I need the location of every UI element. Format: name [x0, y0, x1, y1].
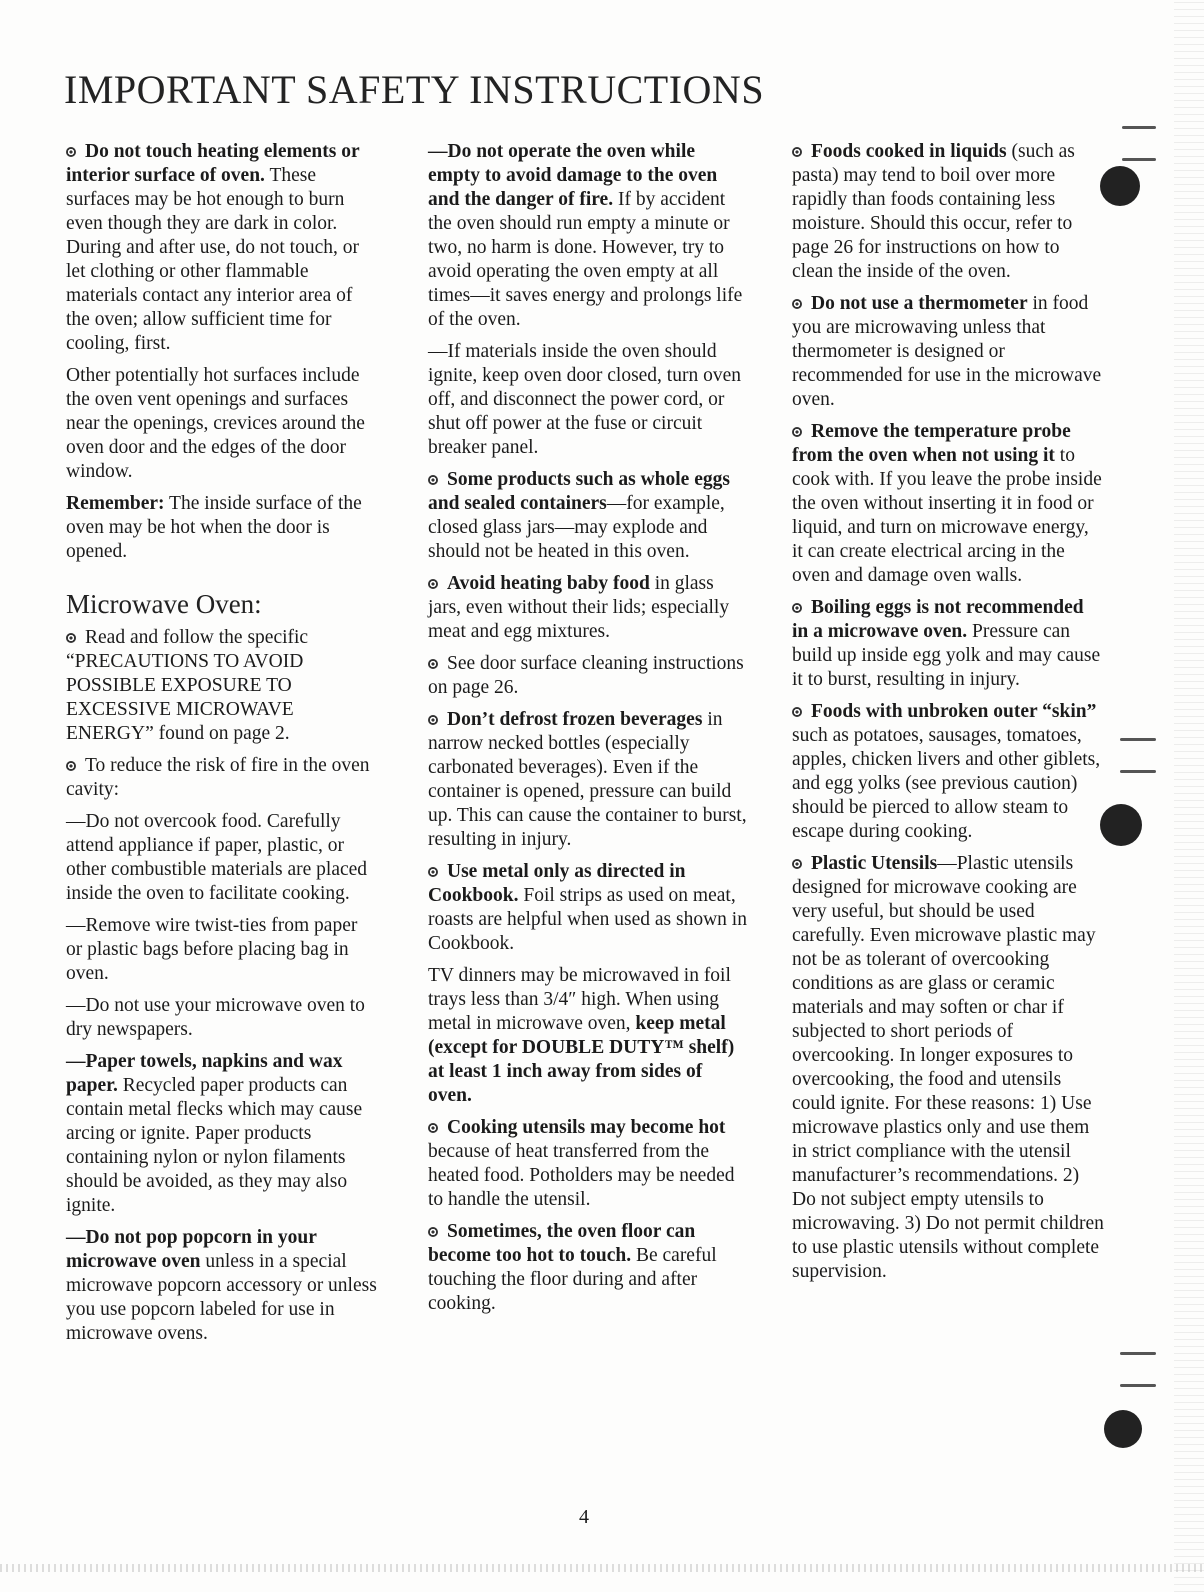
paragraph: Cooking utensils may become hot because of heat transferred from the heated food. Potholders may be needed to handle the utensil.: [428, 1117, 735, 1210]
bullet-icon: [792, 427, 802, 437]
bullet-icon: [792, 603, 802, 613]
bullet-icon: [792, 299, 802, 309]
paragraph: —Remove wire twist-ties from paper or plastic bags before placing bag in oven.: [66, 915, 358, 984]
section-heading: Microwave Oven:: [66, 589, 262, 619]
paragraph: To reduce the risk of fire in the oven cavity:: [66, 755, 370, 800]
paragraph: Do not use a thermometer in food you are microwaving unless that thermometer is designed or recommended for use in the microwave oven.: [792, 293, 1102, 410]
paragraph: —If materials inside the oven should ignite, keep oven door closed, turn oven off, and disconnect the power cord, or shut off power at the fuse or circuit breaker panel.: [428, 341, 741, 458]
paragraph: Plastic Utensils—Plastic utensils designed for microwave cooking are very useful, but should be used carefully. Even microwave plastic may not be as tolerant of overcooking conditions as are glass or ceramic materials and may soften or char if subjected to short periods of overcooking. In longer exposures to overcooking, the food and utensils could ignite. For these reasons: 1) Use microwave plastics only and use them in strict compliance with the utensil manufacturer’s recommendations. 2) Do not subject empty utensils to microwaving. 3) Do not permit children to use plastic utensils without complete supervision.: [792, 853, 1104, 1282]
paragraph: —Do not operate the oven while empty to avoid damage to the oven and the danger of fire. If by accident the oven should run empty a minute or two, no harm is done. However, try to avoid operating the oven empty at all times—it saves energy and prolongs life of the oven.: [428, 141, 743, 330]
page-number: 4: [579, 1506, 589, 1528]
bullet-icon: [428, 579, 438, 589]
bullet-icon: [428, 867, 438, 877]
paragraph: Remove the temperature probe from the oven when not using it to cook with. If you leave the probe inside the oven without inserting it in food or liquid, and turn on microwave energy, it can create electrical arcing in the oven and damage oven walls.: [792, 421, 1102, 586]
punch-hole-mark: [1100, 804, 1142, 846]
paragraph: Remember: The inside surface of the oven may be hot when the door is opened.: [66, 493, 362, 562]
bullet-icon: [792, 147, 802, 157]
bullet-icon: [66, 633, 76, 643]
edge-dash-mark: [1122, 158, 1156, 161]
punch-hole-mark: [1100, 166, 1140, 206]
paragraph: Read and follow the specific “PRECAUTIONS TO AVOID POSSIBLE EXPOSURE TO EXCESSIVE MICROWAVE ENERGY” found on page 2.: [66, 627, 309, 744]
column-1: [66, 140, 378, 1354]
bullet-icon: [66, 147, 76, 157]
paragraph: See door surface cleaning instructions on page 26.: [428, 653, 744, 698]
bullet-icon: [792, 707, 802, 717]
paragraph: —Do not pop popcorn in your microwave oven unless in a special microwave popcorn accessory or unless you use popcorn labeled for use in microwave ovens.: [66, 1227, 377, 1344]
bullet-icon: [428, 1227, 438, 1237]
edge-dash-mark: [1120, 1352, 1156, 1355]
paragraph: TV dinners may be microwaved in foil trays less than 3/4″ high. When using metal in microwave oven, keep metal (except for DOUBLE DUTY™ shelf) at least 1 inch away from sides of oven.: [428, 965, 735, 1106]
paragraph: Avoid heating baby food in glass jars, even without their lids; especially meat and egg mixtures.: [428, 573, 730, 642]
paragraph: Boiling eggs is not recommended in a microwave oven. Pressure can build up inside egg yolk and may cause it to burst, resulting in injury.: [792, 597, 1101, 690]
edge-dash-mark: [1122, 126, 1156, 129]
paragraph: Don’t defrost frozen beverages in narrow necked bottles (especially carbonated beverages). Even if the container is opened, pressure can build up. This can cause the container to burst, resulting in injury.: [428, 709, 747, 850]
paragraph: Sometimes, the oven floor can become too hot to touch. Be careful touching the floor during and after cooking.: [428, 1221, 717, 1314]
bullet-icon: [428, 659, 438, 669]
paragraph: Do not touch heating elements or interior surface of oven. These surfaces may be hot enough to burn even though they are dark in color. During and after use, do not touch, or let clothing or other flammable materials contact any interior area of the oven; allow sufficient time for cooling, first.: [66, 141, 360, 354]
bullet-icon: [428, 715, 438, 725]
edge-dash-mark: [1120, 770, 1156, 773]
bullet-icon: [66, 761, 76, 771]
paragraph: Other potentially hot surfaces include the oven vent openings and surfaces near the openings, crevices around the oven door and the edges of the door window.: [66, 365, 365, 482]
column-3: [792, 140, 1104, 1292]
bullet-icon: [792, 859, 802, 869]
paragraph: Some products such as whole eggs and sealed containers—for example, closed glass jars—may explode and should not be heated in this oven.: [428, 469, 730, 562]
bullet-icon: [428, 475, 438, 485]
paragraph: —Do not use your microwave oven to dry newspapers.: [66, 995, 365, 1040]
bullet-icon: [428, 1123, 438, 1133]
paragraph: Foods cooked in liquids (such as pasta) may tend to boil over more rapidly than foods containing less moisture. Should this occur, refer to page 26 for instructions on how to clean the inside of the oven.: [792, 141, 1075, 282]
paragraph: —Paper towels, napkins and wax paper. Recycled paper products can contain metal flecks which may cause arcing or ignite. Paper products containing nylon or nylon filaments should be avoided, as they may also ignite.: [66, 1051, 363, 1216]
scan-edge-texture: [1174, 0, 1204, 1592]
edge-dash-mark: [1120, 1384, 1156, 1387]
punch-hole-mark: [1104, 1410, 1142, 1448]
paragraph: Foods with unbroken outer “skin” such as potatoes, sausages, tomatoes, apples, chicken livers and other giblets, and egg yolks (see previous caution) should be pierced to allow steam to escape during cooking.: [792, 701, 1101, 842]
paragraph: —Do not overcook food. Carefully attend appliance if paper, plastic, or other combustible materials are placed inside the oven to facilitate cooking.: [66, 811, 368, 904]
edge-dash-mark: [1120, 738, 1156, 741]
column-2: [428, 140, 748, 1324]
scan-bottom-texture: [0, 1564, 1204, 1572]
paragraph: Use metal only as directed in Cookbook. Foil strips as used on meat, roasts are helpful when used as shown in Cookbook.: [428, 861, 747, 954]
page-title: IMPORTANT SAFETY INSTRUCTIONS: [64, 67, 765, 112]
